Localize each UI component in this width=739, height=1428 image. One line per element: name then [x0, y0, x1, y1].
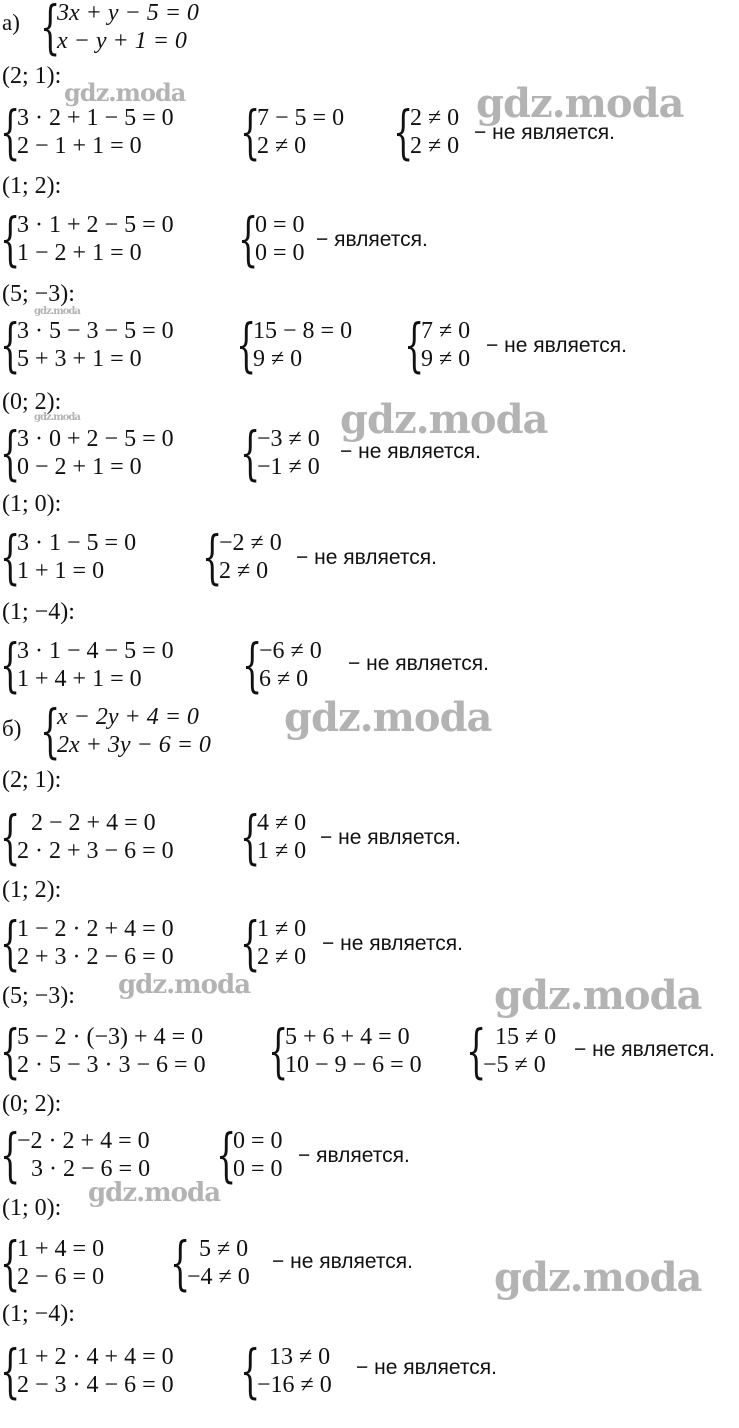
equation: 2x + 3y − 6 = 0	[57, 732, 211, 758]
equation: 5 + 6 + 4 = 0	[285, 1024, 410, 1050]
equation: 1 + 4 = 0	[17, 1236, 105, 1262]
brace-icon: {	[0, 1017, 21, 1085]
brace-icon: {	[240, 419, 261, 487]
system-simplified	[268, 1017, 422, 1085]
watermark: gdz.moda	[340, 396, 548, 443]
system-simplified	[216, 1121, 283, 1189]
point-label: (5; −3):	[2, 281, 75, 307]
part-a-system	[40, 0, 199, 61]
equation: 3x + y − 5 = 0	[57, 0, 199, 26]
equation: 2 · 5 − 3 · 3 − 6 = 0	[17, 1052, 206, 1078]
point-label: (1; −4):	[2, 1301, 75, 1327]
system-substitution	[0, 909, 174, 977]
conclusion: − не является.	[322, 932, 463, 955]
equation: 3 · 0 + 2 − 5 = 0	[17, 426, 174, 452]
system-simplified	[238, 205, 305, 273]
brace-icon: {	[240, 98, 261, 166]
system-substitution	[0, 803, 174, 871]
equation: −4 ≠ 0	[187, 1264, 250, 1290]
part-a-label: а)	[2, 10, 20, 35]
point-label: (2; 1):	[2, 767, 62, 793]
equation: 1 + 2 · 4 + 4 = 0	[17, 1344, 174, 1370]
brace-icon: {	[0, 803, 21, 871]
conclusion: − не является.	[320, 826, 461, 849]
equation: 3 · 5 − 3 − 5 = 0	[17, 318, 174, 344]
equation: 0 = 0	[255, 240, 305, 266]
system-simplified	[170, 1229, 250, 1297]
equation: −3 ≠ 0	[257, 426, 320, 452]
equation: 6 ≠ 0	[259, 666, 309, 692]
brace-icon: {	[242, 631, 263, 699]
brace-icon: {	[0, 909, 21, 977]
brace-icon: {	[170, 1229, 191, 1297]
system-substitution	[0, 1337, 174, 1405]
system-simplified	[240, 98, 345, 166]
point-label: (1; −4):	[2, 599, 75, 625]
conclusion: − является.	[316, 228, 428, 251]
equation: x − y + 1 = 0	[57, 28, 187, 54]
brace-icon: {	[40, 697, 61, 765]
equation: 5 + 3 + 1 = 0	[17, 346, 142, 372]
conclusion: − не является.	[348, 652, 489, 675]
system-simplified	[202, 523, 282, 591]
equation: −1 ≠ 0	[257, 454, 320, 480]
equation: 10 − 9 − 6 = 0	[285, 1052, 422, 1078]
brace-icon: {	[393, 98, 414, 166]
equation: 5 ≠ 0	[199, 1236, 249, 1262]
brace-icon: {	[0, 98, 21, 166]
conclusion: − не является.	[272, 1250, 413, 1273]
equation: 9 ≠ 0	[421, 346, 471, 372]
brace-icon: {	[0, 1121, 21, 1189]
point-label: (1; 2):	[2, 877, 62, 903]
equation: 13 ≠ 0	[269, 1344, 331, 1370]
conclusion: − не является.	[296, 546, 437, 569]
equation: 2 + 3 · 2 − 6 = 0	[17, 944, 174, 970]
equation: 2 · 2 + 3 − 6 = 0	[17, 838, 174, 864]
system-result	[404, 311, 471, 379]
brace-icon: {	[466, 1017, 487, 1085]
equation: 2 ≠ 0	[410, 105, 460, 131]
equation: 1 − 2 · 2 + 4 = 0	[17, 916, 174, 942]
brace-icon: {	[240, 909, 261, 977]
equation: 7 ≠ 0	[421, 318, 471, 344]
conclusion: − не является.	[340, 440, 481, 463]
point-label: (0; 2):	[2, 389, 62, 415]
brace-icon: {	[0, 631, 21, 699]
equation: −6 ≠ 0	[259, 638, 322, 664]
equation: 7 − 5 = 0	[257, 105, 345, 131]
conclusion: − является.	[298, 1144, 410, 1167]
equation: 2 − 6 = 0	[17, 1264, 105, 1290]
equation: 9 ≠ 0	[253, 346, 303, 372]
conclusion: − не является.	[356, 1356, 497, 1379]
equation: −16 ≠ 0	[257, 1372, 332, 1398]
point-label: (1; 2):	[2, 173, 62, 199]
equation: 1 ≠ 0	[257, 916, 307, 942]
equation: 15 ≠ 0	[495, 1024, 557, 1050]
equation: 0 = 0	[233, 1156, 283, 1182]
point-label: (1; 0):	[2, 491, 62, 517]
equation: −5 ≠ 0	[483, 1052, 546, 1078]
equation: 3 · 2 − 6 = 0	[31, 1156, 151, 1182]
watermark: gdz.moda	[88, 1178, 221, 1208]
brace-icon: {	[0, 1229, 21, 1297]
brace-icon: {	[404, 311, 425, 379]
point-label: (1; 0):	[2, 1195, 62, 1221]
brace-icon: {	[202, 523, 223, 591]
equation: 3 · 1 − 5 = 0	[17, 530, 137, 556]
equation: 2 ≠ 0	[410, 133, 460, 159]
watermark: gdz.moda	[476, 80, 684, 127]
equation: 0 − 2 + 1 = 0	[17, 454, 142, 480]
equation: x − 2y + 4 = 0	[57, 704, 199, 730]
watermark: gdz.moda	[34, 306, 80, 317]
equation: 3 · 2 + 1 − 5 = 0	[17, 105, 174, 131]
system-simplified	[240, 803, 307, 871]
equation: 2 − 3 · 4 − 6 = 0	[17, 1372, 174, 1398]
equation: 2 − 1 + 1 = 0	[17, 133, 142, 159]
brace-icon: {	[216, 1121, 237, 1189]
brace-icon: {	[268, 1017, 289, 1085]
system-substitution	[0, 1121, 151, 1189]
brace-icon: {	[0, 1337, 21, 1405]
brace-icon: {	[240, 1337, 261, 1405]
equation: 4 ≠ 0	[257, 810, 307, 836]
brace-icon: {	[0, 311, 21, 379]
equation: 2 ≠ 0	[257, 944, 307, 970]
watermark: gdz.moda	[284, 694, 492, 741]
system-result	[466, 1017, 557, 1085]
conclusion: − не является.	[486, 334, 627, 357]
equation: 2 ≠ 0	[257, 133, 307, 159]
equation: 5 − 2 · (−3) + 4 = 0	[17, 1024, 204, 1050]
system-simplified	[240, 1337, 332, 1405]
brace-icon: {	[0, 523, 21, 591]
equation: 0 = 0	[255, 212, 305, 238]
system-simplified	[236, 311, 353, 379]
watermark: gdz.moda	[118, 970, 251, 1000]
brace-icon: {	[0, 205, 21, 273]
system-substitution	[0, 1017, 206, 1085]
conclusion: − не является.	[574, 1038, 715, 1061]
brace-icon: {	[240, 803, 261, 871]
system-result	[393, 98, 460, 166]
system-substitution	[0, 98, 174, 166]
brace-icon: {	[236, 311, 257, 379]
system-simplified	[240, 419, 320, 487]
equation: 2 − 2 + 4 = 0	[31, 810, 156, 836]
brace-icon: {	[0, 419, 21, 487]
point-label: (5; −3):	[2, 983, 75, 1009]
system-substitution	[0, 419, 174, 487]
equation: 3 · 1 − 4 − 5 = 0	[17, 638, 174, 664]
watermark: gdz.moda	[494, 972, 702, 1019]
part-b-system	[40, 697, 211, 765]
point-label: (2; 1):	[2, 63, 62, 89]
watermark: gdz.moda	[34, 412, 80, 423]
equation: 3 · 1 + 2 − 5 = 0	[17, 212, 174, 238]
equation: 2 ≠ 0	[219, 558, 269, 584]
system-substitution	[0, 205, 174, 273]
equation: −2 ≠ 0	[219, 530, 282, 556]
system-simplified	[242, 631, 322, 699]
equation: −2 · 2 + 4 = 0	[17, 1128, 150, 1154]
system-substitution	[0, 631, 174, 699]
point-label: (0; 2):	[2, 1091, 62, 1117]
equation: 0 = 0	[233, 1128, 283, 1154]
system-substitution	[0, 1229, 105, 1297]
equation: 15 − 8 = 0	[253, 318, 353, 344]
system-substitution	[0, 523, 137, 591]
equation: 1 − 2 + 1 = 0	[17, 240, 142, 266]
brace-icon: {	[238, 205, 259, 273]
watermark: gdz.moda	[494, 1254, 702, 1301]
equation: 1 + 1 = 0	[17, 558, 105, 584]
part-b-label: б)	[2, 716, 22, 741]
equation: 1 ≠ 0	[257, 838, 307, 864]
watermark: gdz.moda	[64, 78, 186, 107]
system-simplified	[240, 909, 307, 977]
brace-icon: {	[40, 0, 61, 61]
conclusion: − не является.	[474, 121, 615, 144]
equation: 1 + 4 + 1 = 0	[17, 666, 142, 692]
